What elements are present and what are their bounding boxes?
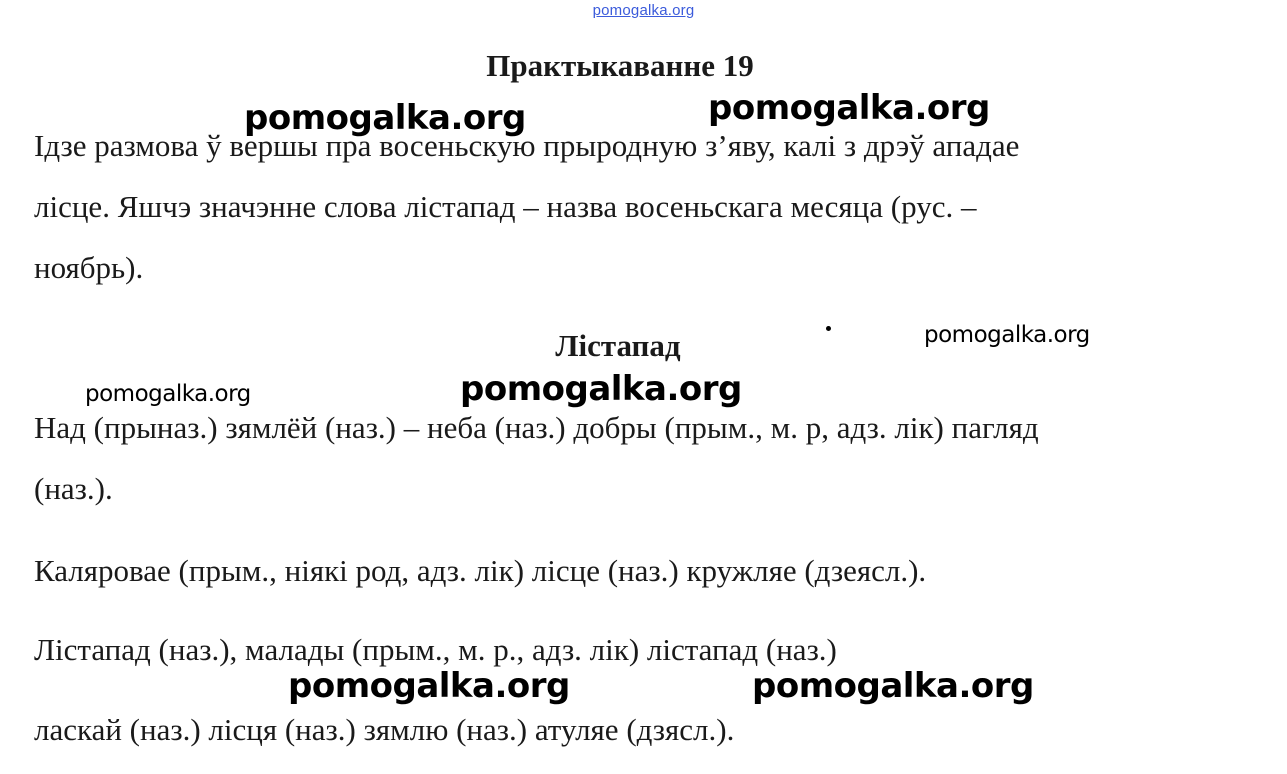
analysis-line-1: Над (прыназ.) зямлёй (наз.) – неба (наз.) добры (прым., м. р, адз. лік) пагляд bbox=[34, 410, 1039, 445]
watermark: pomogalka.org bbox=[460, 369, 742, 409]
paragraph-line-2: лісце. Яшчэ значэнне слова лістапад – назва восеньскага месяца (рус. – bbox=[34, 189, 977, 224]
poem-title: Лістапад bbox=[555, 328, 681, 363]
watermark: pomogalka.org bbox=[924, 322, 1090, 348]
watermark: pomogalka.org bbox=[752, 666, 1034, 706]
top-watermark-link[interactable]: pomogalka.org bbox=[592, 2, 695, 19]
analysis-line-2: (наз.). bbox=[34, 471, 113, 506]
watermark: pomogalka.org bbox=[244, 98, 526, 138]
watermark: pomogalka.org bbox=[288, 666, 570, 706]
analysis-line-3: Каляровае (прым., ніякі род, адз. лік) лісце (наз.) кружляе (дзеясл.). bbox=[34, 553, 927, 588]
paragraph-line-3: ноябрь). bbox=[34, 250, 144, 285]
analysis-line-5: ласкай (наз.) лісця (наз.) зямлю (наз.) атуляе (дзясл.). bbox=[34, 712, 735, 747]
page-title: Практыкаванне 19 bbox=[486, 48, 754, 83]
dot-mark bbox=[826, 326, 831, 331]
paragraph-line-1: Ідзе размова ў вершы пра восеньскую прыродную з’яву, калі з дрэў ападае bbox=[34, 128, 1020, 163]
analysis-line-4: Лістапад (наз.), малады (прым., м. р., адз. лік) лістапад (наз.) bbox=[34, 632, 837, 667]
watermark: pomogalka.org bbox=[708, 88, 990, 128]
watermark: pomogalka.org bbox=[85, 381, 251, 407]
